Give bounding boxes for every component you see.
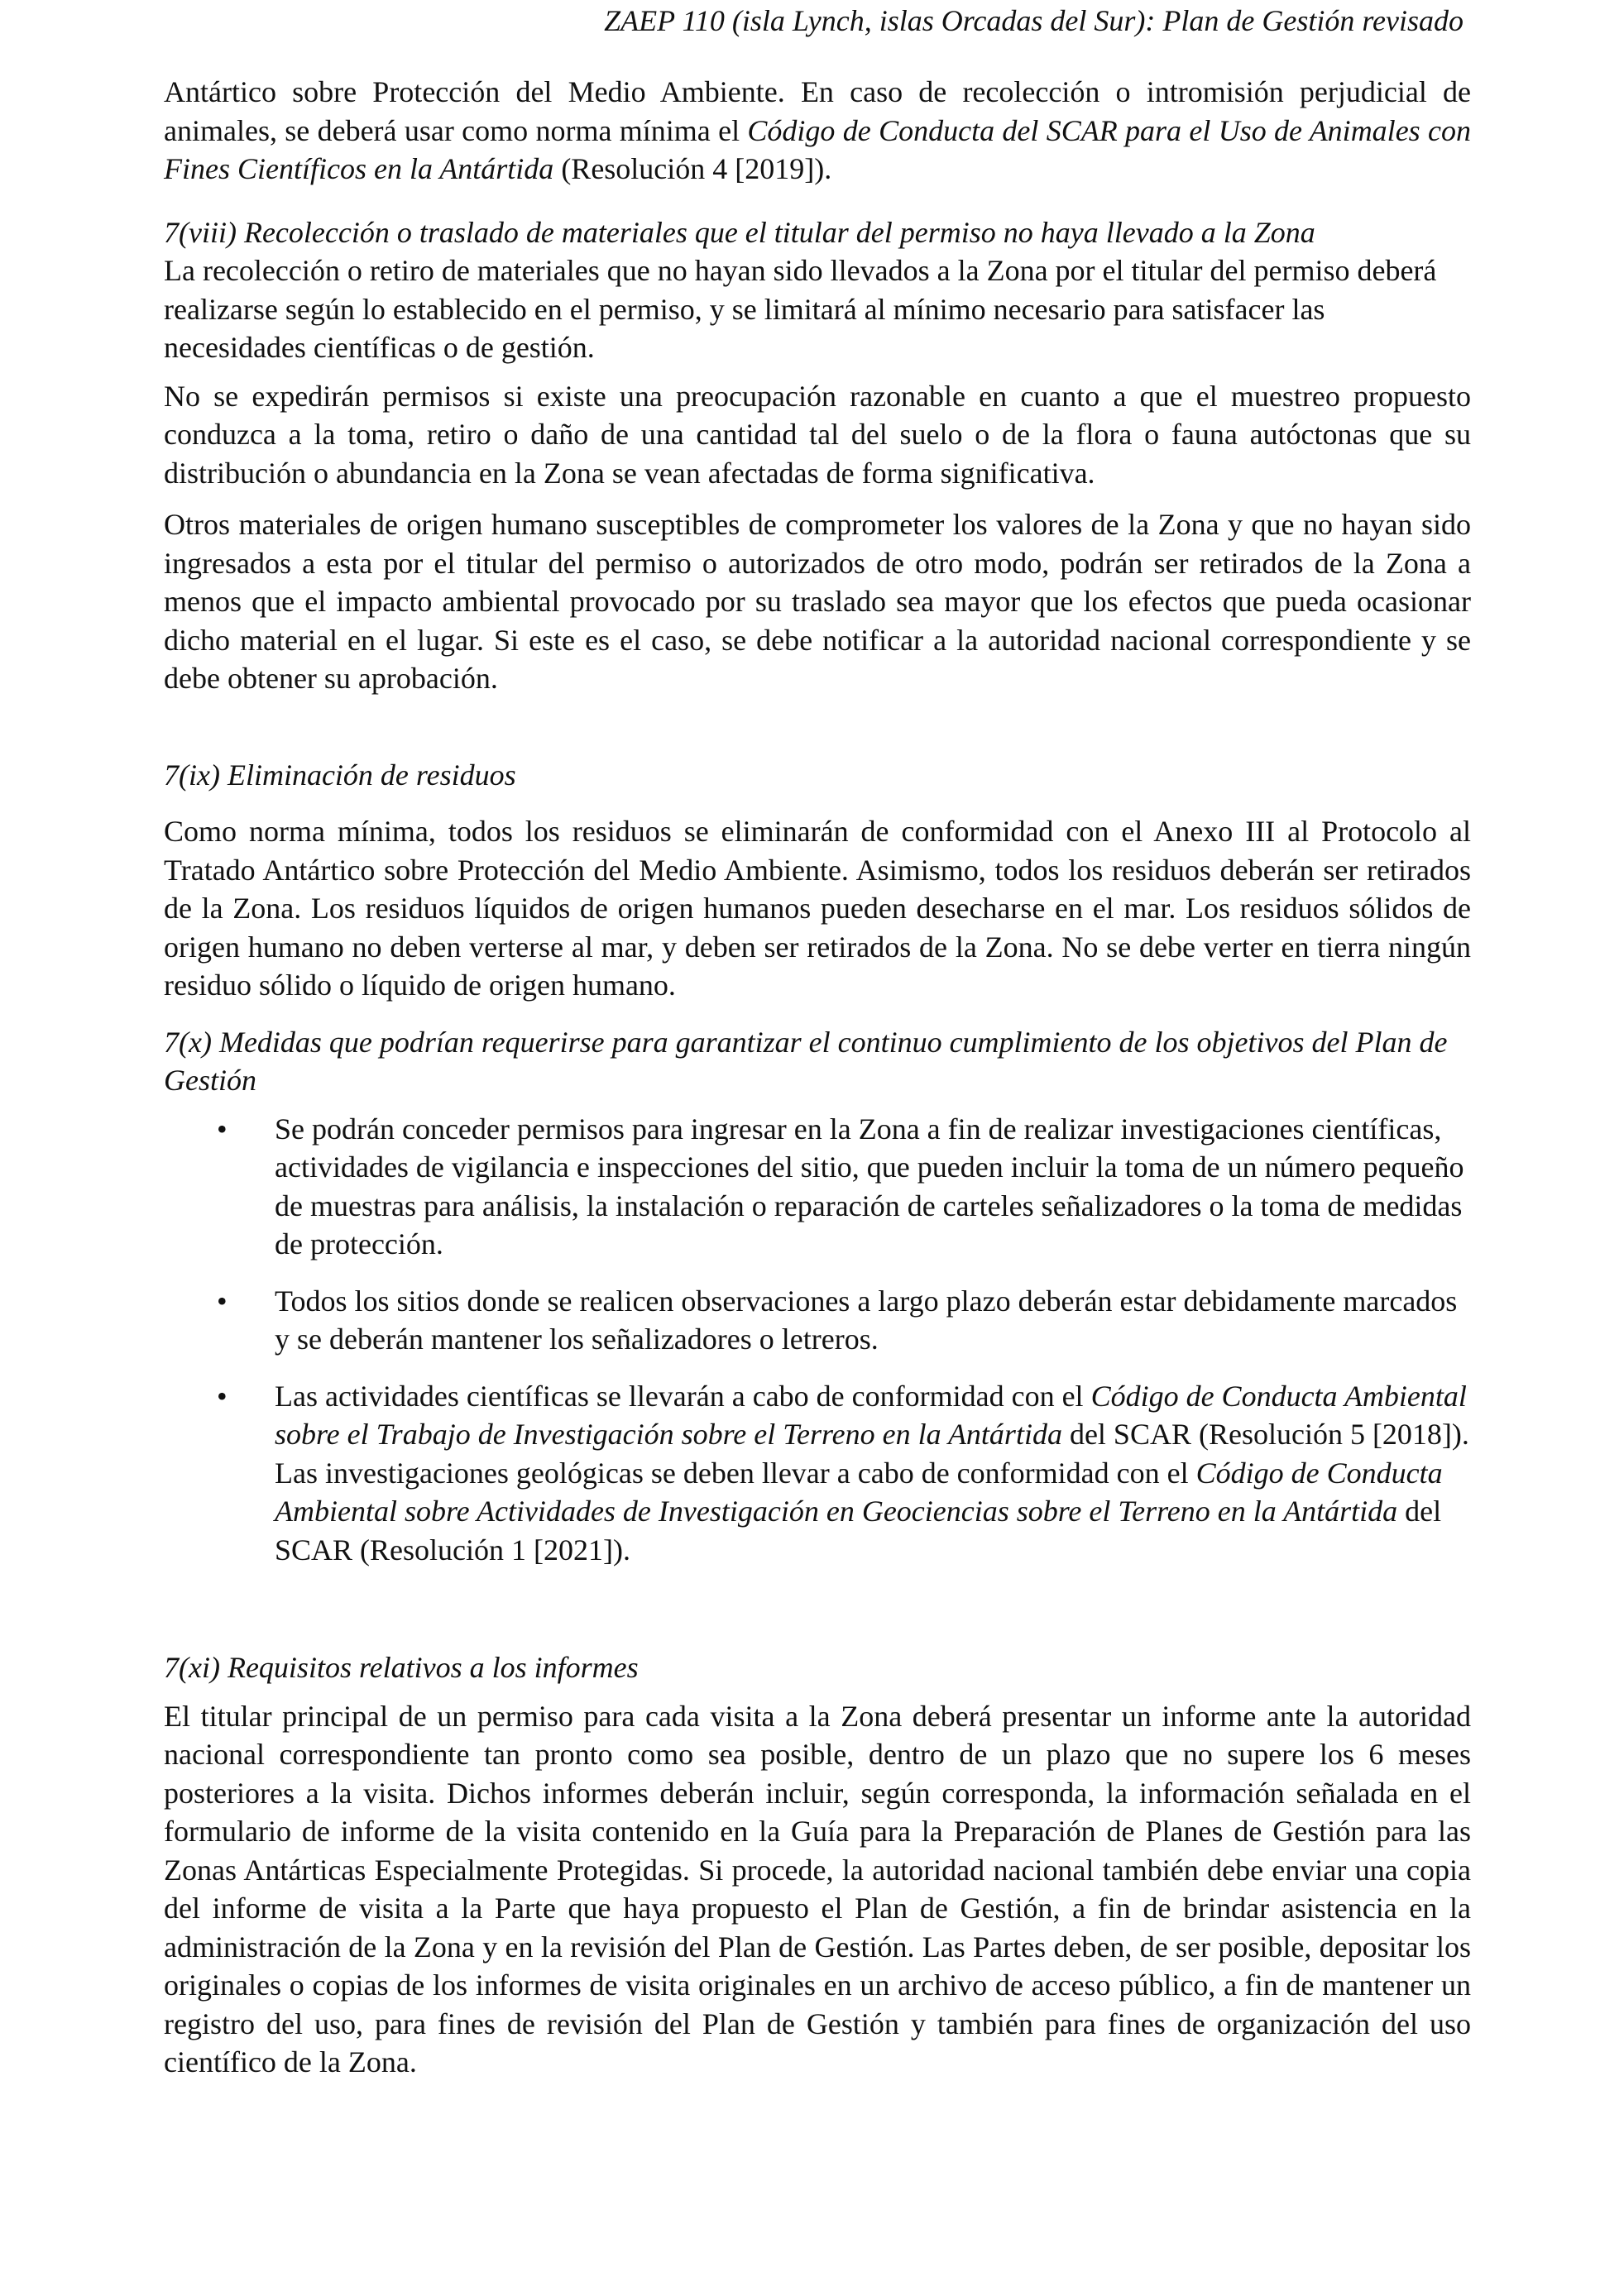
bullet-3-code-title-2: Código de Conducta Ambiental sobre Actividades de Investigación en Geociencias sobre el Terreno en la Antártida (275, 1456, 1443, 1528)
page-content (164, 73, 1471, 2082)
bullet-3-text-e: del SCAR (Resolución 1 [2021]). (275, 1495, 1442, 1567)
bullet-icon: • (217, 1379, 228, 1413)
section-x-heading: 7(x) Medidas que podrían requerirse para garantizar el continuo cumplimiento de los objetivos del Plan de Gestión (164, 1025, 1448, 1097)
section-viii-paragraph-3: Otros materiales de origen humano susceptibles de comprometer los valores de la Zona y que no hayan sido ingresados a esta por el titular del permiso o autorizados de otro modo, podrán ser retirados de la Zona a menos que el impacto ambiental provocado por su traslado sea mayor que los efectos que pueda ocasionar dicho material en el lugar. Si este es el caso, se debe notificar a la autoridad nacional correspondiente y se debe obtener su aprobación. (164, 508, 1471, 695)
section-xi-paragraph-1: El titular principal de un permiso para cada visita a la Zona deberá presentar un informe ante la autoridad nacional correspondiente tan pronto como sea posible, dentro de un plazo que no supere los 6 meses posteriores a la visita. Dichos informes deberán incluir, según corresponda, la información señalada en el formulario de informe de la visita contenido en la Guía para la Preparación de Planes de Gestión para las Zonas Antárticas Especialmente Protegidas. Si procede, la autoridad nacional también debe enviar una copia del informe de visita a la Parte que haya propuesto el Plan de Gestión, a fin de brindar asistencia en la administración de la Zona y en la revisión del Plan de Gestión. Las Partes deben, de ser posible, depositar los originales o copias de los informes de visita originales en un archivo de acceso público, a fin de mantener un registro del uso, para fines de revisión del Plan de Gestión y también para fines de organización del uso científico de la Zona. (164, 1699, 1471, 2078)
intro-code-title: Código de Conducta del SCAR para el Uso de Animales con Fines Científicos en la Antártida (164, 113, 1471, 185)
section-x-bullet-list (164, 1110, 1471, 1570)
section-ix-heading: 7(ix) Eliminación de residuos (164, 758, 516, 792)
bullet-3-text-a: Las actividades científicas se llevarán a cabo de conformidad con el (275, 1379, 1091, 1413)
list-item (164, 1377, 1471, 1570)
intro-text-c: (Resolución 4 [2019]). (553, 152, 832, 185)
section-viii-paragraph-1: La recolección o retiro de materiales que no hayan sido llevados a la Zona por el titular del permiso deberá realizarse según lo establecido en el permiso, y se limitará al mínimo necesario para satisfacer las necesidades científicas o de gestión. (164, 254, 1437, 364)
section-viii-paragraph-2: No se expedirán permisos si existe una preocupación razonable en cuanto a que el muestreo propuesto conduzca a la toma, retiro o daño de una cantidad tal del suelo o de la flora o fauna autóctonas que su distribución o abundancia en la Zona se vean afectadas de forma significativa. (164, 379, 1471, 490)
bullet-icon: • (217, 1112, 228, 1146)
list-item (164, 1282, 1471, 1359)
intro-paragraph (164, 73, 1471, 189)
section-viii-heading: 7(viii) Recolección o traslado de materiales que el titular del permiso no haya llevado a la Zona (164, 215, 1315, 249)
bullet-2-text: Todos los sitios donde se realicen observaciones a largo plazo deberán estar debidamente marcados y se deberán mantener los señalizadores o letreros. (275, 1284, 1458, 1356)
bullet-icon: • (217, 1284, 228, 1318)
section-ix-paragraph-1: Como norma mínima, todos los residuos se eliminarán de conformidad con el Anexo III al Protocolo al Tratado Antártico sobre Protección del Medio Ambiente. Asimismo, todos los residuos deberán ser retirados de la Zona. Los residuos líquidos de origen humanos pueden desecharse en el mar. Los residuos sólidos de origen humano no deben verterse al mar, y deben ser retirados de la Zona. No se debe verter en tierra ningún residuo sólido o líquido de origen humano. (164, 815, 1471, 1002)
running-header: ZAEP 110 (isla Lynch, islas Orcadas del Sur): Plan de Gestión revisado (604, 4, 1464, 37)
bullet-1-text: Se podrán conceder permisos para ingresar en la Zona a fin de realizar investigaciones científicas, actividades de vigilancia e inspecciones del sitio, que pueden incluir la toma de un número pequeño de muestras para análisis, la instalación o reparación de carteles señalizadores o la toma de medidas de protección. (275, 1112, 1464, 1260)
bullet-3-text-c: del SCAR (Resolución 5 [2018]). Las investigaciones geológicas se deben llevar a cabo de conformidad con el (275, 1418, 1469, 1490)
list-item (164, 1110, 1471, 1264)
intro-text-a: Antártico sobre Protección del Medio Ambiente. En caso de recolección o intromisión perjudicial de animales, se deberá usar como norma mínima el (164, 75, 1471, 147)
bullet-3-code-title-1: Código de Conducta Ambiental sobre el Trabajo de Investigación sobre el Terreno en la Antártida (275, 1379, 1467, 1451)
section-xi-heading: 7(xi) Requisitos relativos a los informes (164, 1651, 639, 1684)
